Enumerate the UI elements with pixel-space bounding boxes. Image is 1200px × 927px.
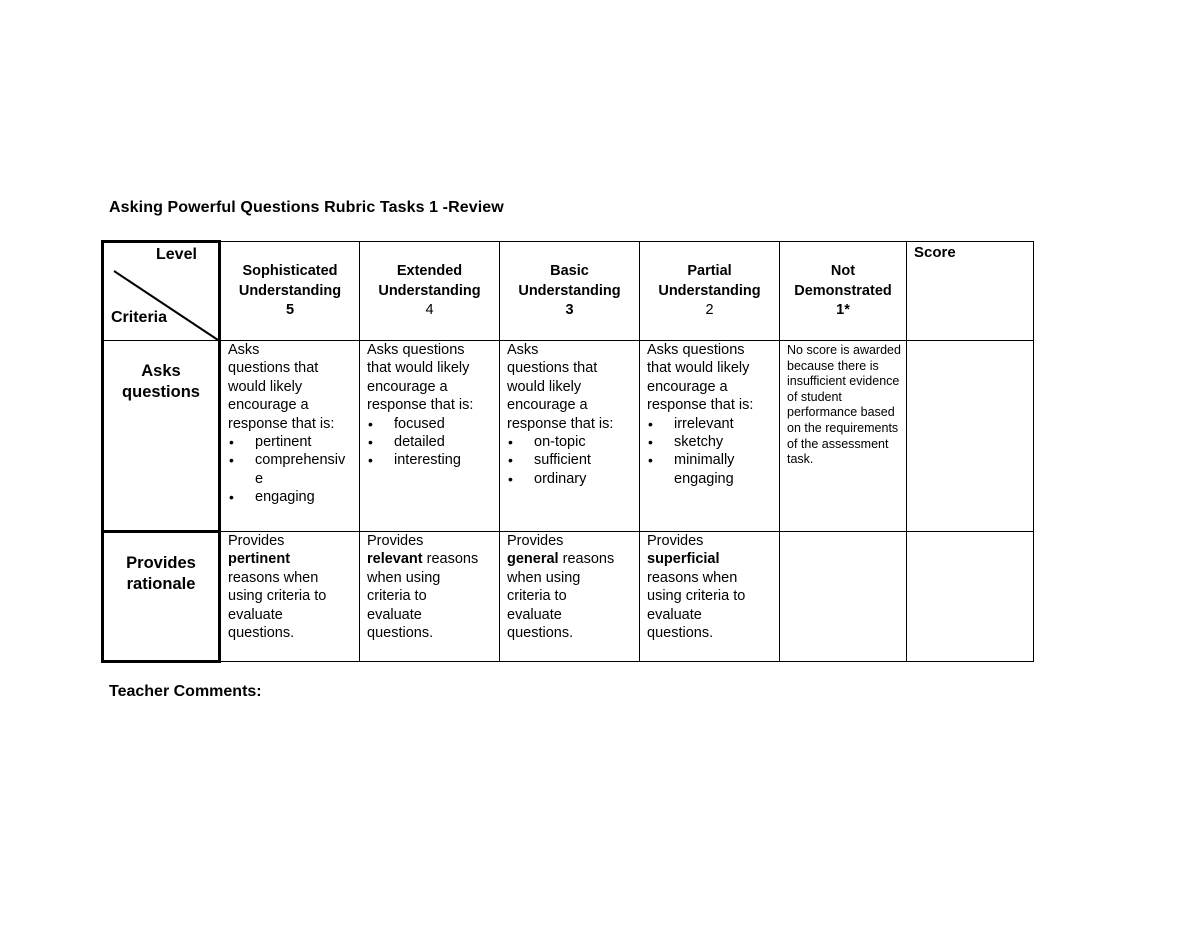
header-basic: Basic Understanding 3 — [500, 242, 640, 341]
list-item: • detailed — [367, 433, 495, 451]
row-label-asks: Asks questions — [103, 341, 220, 532]
header-extended: Extended Understanding 4 — [360, 242, 500, 341]
header-score: Score — [907, 242, 1034, 341]
list-item: • interesting — [367, 451, 495, 469]
cell-rationale-1 — [780, 532, 907, 662]
list-item: • pertinent — [228, 433, 355, 451]
list-item: • irrelevant — [647, 415, 775, 433]
bullet-list — [228, 433, 355, 507]
row-provides-rationale — [103, 532, 1034, 662]
list-item: • sufficient — [507, 451, 635, 469]
cell-asks-4: Asks questions that would likely encourage a response that is: • focused • detailed • interesting — [360, 341, 500, 532]
bullet-list — [647, 415, 775, 489]
header-not-demonstrated: Not Demonstrated 1* — [780, 242, 907, 341]
list-item: • ordinary — [507, 470, 635, 488]
list-item: • sketchy — [647, 433, 775, 451]
row-asks-questions — [103, 341, 1034, 532]
bullet-list — [507, 433, 635, 488]
teacher-comments-label: Teacher Comments: — [109, 683, 262, 700]
list-item: • minimally engaging — [647, 451, 775, 488]
criteria-label: Criteria — [111, 309, 168, 326]
corner-cell — [103, 242, 220, 341]
header-sophisticated: Sophisticated Understanding 5 — [220, 242, 360, 341]
list-item: • focused — [367, 415, 495, 433]
rubric-table — [101, 240, 1034, 663]
cell-rationale-5: Provides pertinent reasons when using criteria to evaluate questions. — [220, 532, 360, 662]
cell-rationale-4: Provides relevant reasons when using criteria to evaluate questions. — [360, 532, 500, 662]
page-title: Asking Powerful Questions Rubric Tasks 1 -Review — [109, 199, 504, 216]
cell-rationale-score — [907, 532, 1034, 662]
cell-asks-1: No score is awarded because there is insufficient evidence of student performance based on the requirements of the assessment task. — [780, 341, 907, 532]
bullet-list — [367, 415, 495, 470]
header-partial: Partial Understanding 2 — [640, 242, 780, 341]
cell-asks-2: Asks questions that would likely encourage a response that is: • irrelevant • sketchy • minimally engaging — [640, 341, 780, 532]
list-item: • engaging — [228, 488, 355, 506]
cell-asks-score — [907, 341, 1034, 532]
list-item: • comprehensiv e — [228, 451, 355, 488]
cell-asks-5: Asks questions that would likely encourage a response that is: • pertinent • comprehensiv e • engaging — [220, 341, 360, 532]
cell-rationale-3: Provides general reasons when using criteria to evaluate questions. — [500, 532, 640, 662]
level-label: Level — [156, 246, 197, 263]
list-item: • on-topic — [507, 433, 635, 451]
cell-asks-3: Asks questions that would likely encourage a response that is: • on-topic • sufficient • ordinary — [500, 341, 640, 532]
row-label-rationale: Provides rationale — [103, 532, 220, 662]
header-row — [103, 242, 1034, 341]
cell-rationale-2: Provides superficial reasons when using criteria to evaluate questions. — [640, 532, 780, 662]
